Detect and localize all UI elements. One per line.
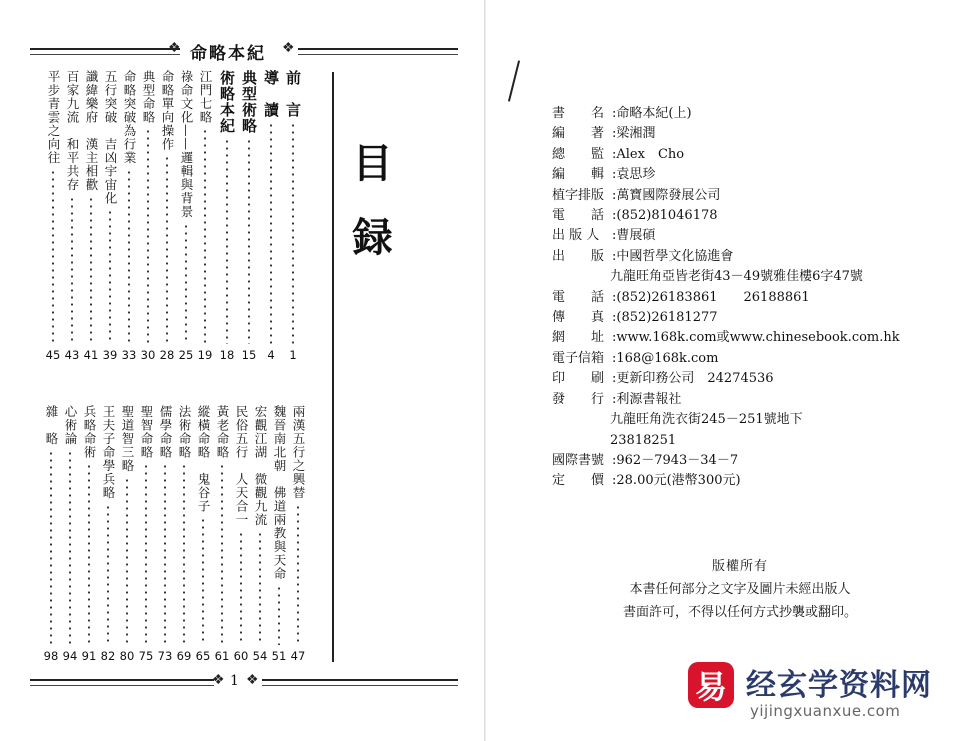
toc-entry-page: 69 [176, 649, 192, 663]
toc-leader-dots [69, 450, 71, 646]
colophon-label: 編 輯 [552, 167, 605, 183]
colophon-value: (852)26181277 [616, 310, 718, 326]
toc-entry-title: 兩漢五行之興替 [291, 405, 306, 500]
colophon-value: 命略本紀(上) [616, 106, 692, 121]
colophon-value: (852)81046178 [616, 208, 718, 224]
toc-entry [81, 405, 97, 663]
colophon-value: 23818251 [610, 432, 677, 448]
toc-entry-title: 法術命略 [177, 405, 192, 459]
toc-entry-page: 18 [219, 348, 235, 362]
colophon-label: 出 版 [552, 248, 605, 264]
toc-leader-dots [147, 128, 149, 344]
toc-entry-title: 聖智命略 [139, 405, 154, 459]
colophon-row [552, 410, 900, 430]
copyright-line-2: 書面許可，不得以任何方式抄襲或翻印。 [622, 605, 857, 620]
toc-entry-title: 魏晉南北朝 佛道兩教與天命 [272, 405, 287, 581]
colophon-colon: : [612, 146, 617, 162]
colophon-row [552, 186, 900, 206]
toc-leader-dots [221, 463, 223, 645]
toc-leader-dots [109, 209, 111, 344]
colophon-label: 電 話 [552, 208, 605, 224]
toc-entry [43, 405, 59, 663]
colophon-row [552, 431, 900, 451]
colophon-row [552, 390, 900, 410]
footer-rule-left [30, 679, 214, 681]
colophon-colon: : [612, 187, 617, 203]
toc-entry-title: 江門七略 [198, 70, 213, 124]
colophon-colon: : [612, 371, 617, 387]
toc-entry-page: 19 [197, 348, 213, 362]
colophon-value: 曹展碩 [616, 228, 656, 244]
colophon-value: 168@168k.com [616, 350, 719, 366]
toc-leader-dots [202, 517, 204, 645]
toc-leader-dots [107, 504, 109, 646]
toc-entry-page: 82 [100, 649, 116, 663]
copyright-title: 版權所有 [711, 559, 768, 574]
toc-leader-dots [52, 169, 54, 345]
colophon-row [552, 349, 900, 369]
page-number: 1 [230, 673, 239, 689]
toc-entry-title: 五行突破 吉凶宇宙化 [103, 70, 118, 205]
colophon-label: 傳 真 [552, 310, 605, 326]
toc-leader-dots [128, 169, 130, 345]
toc-entry-page: 61 [214, 649, 230, 663]
toc-entry [100, 405, 116, 663]
header-rule-left-thin [30, 54, 180, 55]
toc-entry [214, 405, 230, 663]
toc-entry-title: 祿命文化——邏輯與背景 [179, 70, 194, 219]
toc-leader-dots [50, 450, 52, 646]
colophon-row [552, 369, 900, 389]
colophon-colon: : [612, 228, 617, 244]
toc-entry-page: 4 [267, 348, 275, 362]
toc-entry [121, 70, 137, 362]
watermark [680, 658, 962, 741]
colophon-value: 袁思珍 [616, 167, 656, 183]
toc-entry-title: 命略單向操作 [160, 70, 175, 151]
toc-entry-title: 王夫子命學兵略 [101, 405, 116, 500]
footer-rule-left-thin [30, 685, 214, 686]
toc-entry [119, 405, 135, 663]
colophon-value: 梁湘潤 [616, 126, 656, 142]
footer-rule-right [262, 679, 458, 681]
toc-entry [83, 70, 99, 362]
colophon-colon: : [612, 350, 617, 366]
toc-entry [290, 405, 306, 663]
colophon-colon: : [612, 208, 617, 224]
colophon-value: 962－7943－34－7 [616, 452, 739, 468]
colophon [552, 104, 900, 492]
colophon-label: 國際書號 [552, 452, 605, 468]
toc-entry [138, 405, 154, 663]
header-ornament-right: ❖ [282, 40, 295, 56]
toc-divider-line [332, 72, 334, 662]
copyright-notice [560, 555, 920, 624]
toc-entry-title: 心術論 [63, 405, 78, 446]
toc-entry-page: 39 [102, 348, 118, 362]
colophon-label: 印 刷 [552, 371, 605, 387]
colophon-value: Alex Cho [616, 146, 685, 162]
toc-entry-title: 命略突破為行業 [122, 70, 137, 165]
toc-entry-page: 30 [140, 348, 156, 362]
toc-entry [241, 70, 257, 362]
toc-entry [178, 70, 194, 362]
toc-entry-page: 73 [157, 649, 173, 663]
toc-entry [195, 405, 211, 663]
colophon-colon: : [612, 167, 617, 183]
colophon-colon: : [612, 106, 617, 121]
toc-entry-page: 1 [289, 348, 297, 362]
toc-entry-page: 33 [121, 348, 137, 362]
colophon-label: 出 版 人 [552, 228, 600, 244]
colophon-colon: : [612, 310, 617, 326]
toc-leader-dots [226, 138, 228, 344]
colophon-value: 九龍旺角亞皆老街43－49號雅佳樓6字47號 [610, 269, 863, 285]
toc-entry [285, 70, 301, 362]
colophon-row [552, 288, 900, 308]
toc-top-block [42, 70, 301, 362]
colophon-colon: : [612, 391, 617, 407]
colophon-value: 萬寶國際發展公司 [616, 187, 721, 203]
footer-rule-right-thin [262, 685, 458, 686]
toc-entry-page: 80 [119, 649, 135, 663]
colophon-row [552, 267, 900, 287]
header-rule-left [30, 48, 180, 50]
colophon-colon: : [612, 289, 617, 305]
toc-leader-dots [164, 463, 166, 645]
toc-leader-dots [240, 531, 242, 646]
colophon-value: (852)26183861 26188861 [616, 289, 810, 305]
toc-entry [157, 405, 173, 663]
header-ornament-left: ❖ [168, 40, 181, 56]
toc-entry-title: 讖緯樂府 漢主相歡 [84, 70, 99, 192]
toc-entry-title: 聖道智三略 [120, 405, 135, 473]
toc-entry-page: 65 [195, 649, 211, 663]
right-page [486, 0, 962, 741]
colophon-label: 定 價 [552, 473, 605, 489]
toc-entry-page: 25 [178, 348, 194, 362]
colophon-row [552, 124, 900, 144]
toc-leader-dots [126, 477, 128, 646]
colophon-colon: : [612, 473, 617, 489]
toc-leader-dots [204, 128, 206, 344]
colophon-value: 利源書報社 [616, 391, 682, 407]
toc-entry [233, 405, 249, 663]
header-book-title: 命略本紀 [190, 44, 266, 64]
toc-entry-page: 54 [252, 649, 268, 663]
colophon-label: 發 行 [552, 391, 605, 407]
toc-entry-title: 黃老命略 [215, 405, 230, 459]
colophon-row [552, 226, 900, 246]
toc-entry-title: 平步青雲之向往 [46, 70, 61, 165]
toc-entry [159, 70, 175, 362]
colophon-value: 28.00元(港幣300元) [616, 473, 741, 489]
toc-entry [62, 405, 78, 663]
toc-entry-page: 47 [290, 649, 306, 663]
toc-leader-dots [270, 122, 272, 344]
colophon-row [552, 145, 900, 165]
footer-ornament-left: ❖ [212, 672, 225, 688]
colophon-label: 植字排版 [552, 187, 605, 203]
watermark-logo-icon: 易 [688, 662, 734, 708]
colophon-label: 電子信箱 [552, 350, 605, 366]
colophon-row [552, 308, 900, 328]
colophon-colon: : [612, 248, 617, 264]
colophon-row [552, 247, 900, 267]
colophon-label: 編 著 [552, 126, 605, 142]
colophon-label: 網 址 [552, 330, 605, 346]
toc-leader-dots [297, 504, 299, 646]
colophon-colon: : [612, 452, 617, 468]
toc-entry [140, 70, 156, 362]
colophon-row [552, 471, 900, 491]
toc-entry-title: 宏觀江湖 微觀九流 [253, 405, 268, 527]
colophon-row [552, 328, 900, 348]
toc-leader-dots [248, 138, 250, 344]
toc-leader-dots [71, 196, 73, 345]
toc-bottom-block [40, 405, 306, 663]
toc-entry [176, 405, 192, 663]
toc-entry-page: 94 [62, 649, 78, 663]
toc-heading: 目録 [346, 142, 393, 290]
toc-leader-dots [166, 155, 168, 344]
toc-entry-page: 43 [64, 348, 80, 362]
toc-leader-dots [292, 122, 294, 344]
toc-entry [64, 70, 80, 362]
colophon-label: 電 話 [552, 289, 605, 305]
watermark-url: yijingxuanxue.com [750, 702, 901, 720]
toc-leader-dots [185, 223, 187, 345]
toc-entry-page: 28 [159, 348, 175, 362]
toc-entry-page: 41 [83, 348, 99, 362]
toc-entry [219, 70, 235, 362]
toc-entry-page: 98 [43, 649, 59, 663]
toc-entry [102, 70, 118, 362]
watermark-site-name: 经玄学资料网 [746, 668, 932, 703]
header-rule-right-thin [298, 54, 458, 55]
toc-entry-title: 術略本紀 [218, 70, 236, 134]
colophon-value: 更新印務公司 24274536 [616, 371, 774, 387]
toc-entry-title: 民俗五行 人天合一 [234, 405, 249, 527]
toc-entry-title: 典型術略 [240, 70, 258, 134]
toc-entry [197, 70, 213, 362]
colophon-colon: : [612, 330, 617, 346]
toc-entry-page: 60 [233, 649, 249, 663]
toc-entry-title: 前 言 [284, 70, 302, 118]
toc-entry-page: 75 [138, 649, 154, 663]
toc-entry-page: 51 [271, 649, 287, 663]
toc-entry-title: 儒學命略 [158, 405, 173, 459]
toc-leader-dots [278, 585, 280, 646]
toc-leader-dots [90, 196, 92, 345]
header-rule-right [298, 48, 458, 50]
colophon-row [552, 165, 900, 185]
toc-leader-dots [88, 463, 90, 645]
toc-entry-page: 45 [45, 348, 61, 362]
colophon-row [552, 104, 900, 124]
colophon-row [552, 206, 900, 226]
toc-leader-dots [145, 463, 147, 645]
colophon-label: 書 名 [552, 106, 605, 121]
pen-mark [508, 60, 520, 101]
toc-entry [263, 70, 279, 362]
toc-entry-title: 導 讀 [262, 70, 280, 118]
colophon-colon: : [612, 126, 617, 142]
colophon-value: www.168k.com或www.chinesebook.com.hk [616, 330, 900, 346]
toc-entry [252, 405, 268, 663]
colophon-row [552, 451, 900, 471]
toc-entry-page: 15 [241, 348, 257, 362]
toc-entry-title: 兵略命術 [82, 405, 97, 459]
toc-entry-title: 雜 略 [44, 405, 59, 446]
toc-entry [271, 405, 287, 663]
toc-entry-title: 百家九流 和平共存 [65, 70, 80, 192]
colophon-value: 中國哲學文化協進會 [616, 248, 734, 264]
toc-leader-dots [259, 531, 261, 646]
toc-entry [45, 70, 61, 362]
toc-entry-page: 91 [81, 649, 97, 663]
footer-ornament-right: ❖ [246, 672, 259, 688]
colophon-label: 總 監 [552, 146, 605, 162]
copyright-line-1: 本書任何部分之文字及圖片未經出版人 [629, 582, 851, 597]
toc-entry-title: 典型命略 [141, 70, 156, 124]
colophon-value: 九龍旺角洗衣街245－251號地下 [610, 412, 803, 428]
toc-leader-dots [183, 463, 185, 645]
toc-entry-title: 縱橫命略 鬼谷子 [196, 405, 211, 513]
